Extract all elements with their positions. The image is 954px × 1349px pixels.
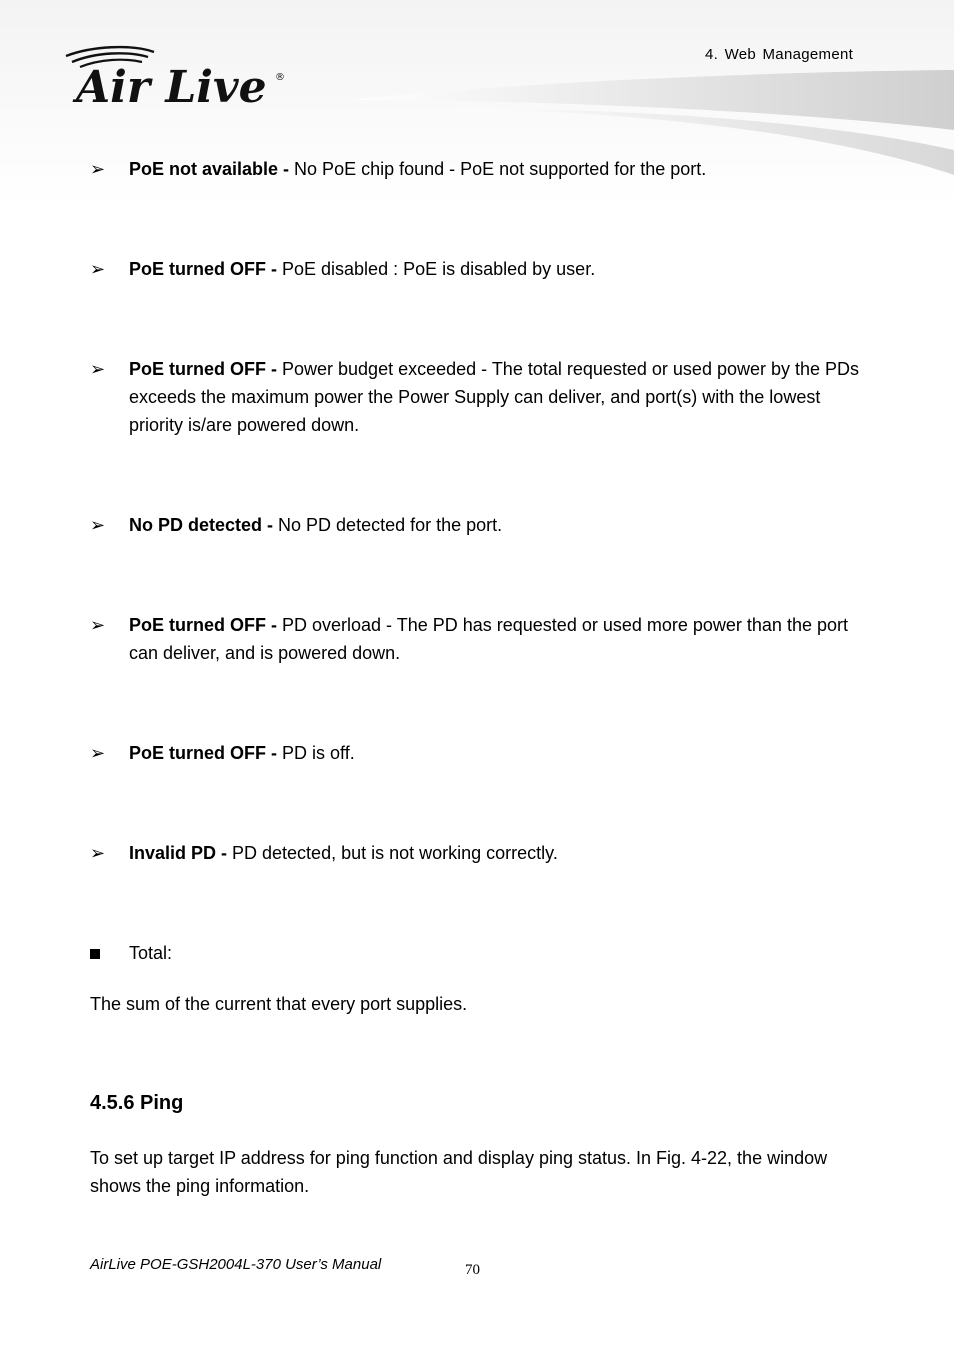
- item-term: PoE turned OFF -: [129, 743, 277, 763]
- footer-manual-title: AirLive POE-GSH2004L-370 User’s Manual: [90, 1256, 382, 1273]
- section-heading: 4.5.6 Ping: [90, 1092, 184, 1114]
- arrow-bullet-icon: ➢: [90, 359, 106, 379]
- item-description: PD detected, but is not working correctly.: [227, 843, 558, 863]
- arrow-bullet-icon: ➢: [90, 843, 106, 863]
- item-description: Power budget exceeded - The total requested or used power by the PDs exceeds the maximum power the Power Supply can deliver, and port(s) with the lowest priority is/are powered down.: [129, 359, 880, 435]
- item-term: No PD detected -: [129, 515, 274, 535]
- arrow-bullet-icon: ➢: [90, 159, 106, 179]
- airlive-logo: [62, 42, 292, 112]
- list-item: [90, 611, 870, 667]
- arrow-bullet-icon: ➢: [90, 743, 106, 763]
- item-description: PD overload - The PD has requested or used more power than the port can deliver, and is powered down.: [129, 615, 848, 663]
- chapter-title: 4. Web Management: [705, 46, 854, 63]
- square-bullet-icon: [90, 939, 110, 967]
- list-item: [90, 511, 870, 539]
- logo-text: Air Live: [76, 62, 267, 112]
- item-description: PD is off.: [277, 743, 355, 763]
- arrow-bullet-icon: ➢: [90, 259, 106, 279]
- item-description: PoE disabled : PoE is disabled by user.: [277, 259, 596, 279]
- list-item: [90, 355, 880, 439]
- item-term: PoE turned OFF -: [129, 359, 277, 379]
- section-body: To set up target IP address for ping function and display ping status. In Fig. 4-22, the window shows the ping information.: [90, 1148, 828, 1196]
- list-item: [90, 255, 870, 283]
- item-term: PoE turned OFF -: [129, 615, 277, 635]
- item-term: PoE not available -: [129, 159, 290, 179]
- item-term: PoE turned OFF -: [129, 259, 277, 279]
- item-description: No PD detected for the port.: [273, 515, 503, 535]
- item-term: Invalid PD -: [129, 843, 228, 863]
- page-number: 70: [465, 1262, 480, 1278]
- svg-text:®: ®: [275, 72, 285, 83]
- list-item: [90, 839, 870, 867]
- total-label: Total:: [129, 943, 173, 963]
- list-item: [90, 155, 870, 183]
- arrow-bullet-icon: ➢: [90, 515, 106, 535]
- item-description: No PoE chip found - PoE not supported for the port.: [289, 159, 707, 179]
- total-item: [90, 939, 870, 967]
- total-description: The sum of the current that every port supplies.: [90, 994, 468, 1014]
- arrow-bullet-icon: ➢: [90, 615, 106, 635]
- list-item: [90, 739, 870, 767]
